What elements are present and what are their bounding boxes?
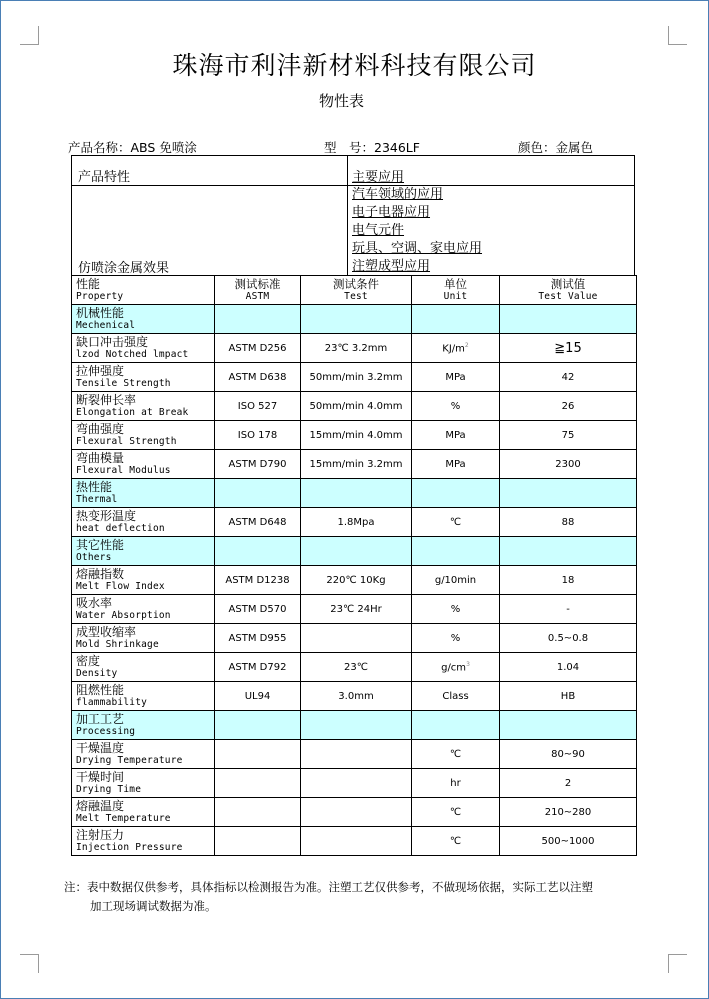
table-row xyxy=(72,508,637,537)
test-value: 75 xyxy=(500,421,637,450)
crop-mark-top-left xyxy=(20,26,39,45)
test-standard: ASTM D1238 xyxy=(215,566,301,595)
unit: MPa xyxy=(412,421,500,450)
property-name: 注射压力 Injection Pressure xyxy=(72,827,215,856)
table-row xyxy=(72,682,637,711)
header-condition: 测试条件 Test xyxy=(301,276,412,305)
property-name: 弯曲强度 Flexural Strength xyxy=(72,421,215,450)
test-value: 88 xyxy=(500,508,637,537)
section-row xyxy=(72,305,637,334)
test-standard: ASTM D638 xyxy=(215,363,301,392)
crop-mark-bottom-right xyxy=(668,954,687,973)
table-row xyxy=(72,334,637,363)
table-row xyxy=(72,769,637,798)
unit: MPa xyxy=(412,450,500,479)
empty-cell xyxy=(412,479,500,508)
test-standard: ASTM D790 xyxy=(215,450,301,479)
empty-cell xyxy=(500,711,637,740)
test-standard: ISO 527 xyxy=(215,392,301,421)
property-name: 熔融指数 Melt Flow Index xyxy=(72,566,215,595)
product-model: 型 号：2346LF xyxy=(324,140,420,155)
test-standard xyxy=(215,740,301,769)
property-name: 拉伸强度 Tensile Strength xyxy=(72,363,215,392)
section-row xyxy=(72,537,637,566)
property-name: 成型收缩率 Mold Shrinkage xyxy=(72,624,215,653)
test-condition xyxy=(301,827,412,856)
test-value: 80~90 xyxy=(500,740,637,769)
test-standard xyxy=(215,827,301,856)
footnote-line-1: 注：表中数据仅供参考，具体指标以检测报告为准。注塑工艺仅供参考，不做现场依据，实际工艺以注塑 xyxy=(64,880,593,894)
section-label: 热性能 Thermal xyxy=(72,479,215,508)
unit: $KJ/m^2$ xyxy=(412,334,500,363)
product-name: 产品名称：ABS 免喷涂 xyxy=(68,140,197,155)
empty-cell xyxy=(215,537,301,566)
empty-cell xyxy=(301,305,412,334)
property-name: 干燥温度 Drying Temperature xyxy=(72,740,215,769)
test-standard: ASTM D792 xyxy=(215,653,301,682)
empty-cell xyxy=(500,479,637,508)
property-name: 吸水率 Water Absorption xyxy=(72,595,215,624)
table-row xyxy=(72,827,637,856)
property-name: 缺口冲击强度 lzod Notched lmpact xyxy=(72,334,215,363)
applications-header: 主要应用 xyxy=(352,170,405,185)
test-condition: 23℃ 3.2mm xyxy=(301,334,412,363)
footnote xyxy=(64,878,654,916)
table-row xyxy=(72,624,637,653)
empty-cell xyxy=(412,537,500,566)
document-title: 物性表 xyxy=(318,92,364,110)
application-item: 电子电器应用 xyxy=(352,205,431,220)
company-name: 珠海市利沣新材料科技有限公司 xyxy=(172,51,537,80)
empty-cell xyxy=(215,305,301,334)
test-condition: 50mm/min 4.0mm xyxy=(301,392,412,421)
test-condition xyxy=(301,798,412,827)
unit: $g/cm^3$ xyxy=(412,653,500,682)
test-standard: ASTM D570 xyxy=(215,595,301,624)
table-row xyxy=(72,595,637,624)
table-row xyxy=(72,392,637,421)
empty-cell xyxy=(500,537,637,566)
test-condition xyxy=(301,740,412,769)
empty-cell xyxy=(301,711,412,740)
test-value: ≧15 xyxy=(500,334,637,363)
property-name: 热变形温度 heat deflection xyxy=(72,508,215,537)
test-condition xyxy=(301,769,412,798)
test-standard xyxy=(215,798,301,827)
empty-cell xyxy=(412,711,500,740)
test-standard: ASTM D256 xyxy=(215,334,301,363)
header-value: 测试值 Test Value xyxy=(500,276,637,305)
empty-cell xyxy=(301,537,412,566)
header-standard: 测试标准 ASTM xyxy=(215,276,301,305)
table-row xyxy=(72,566,637,595)
test-condition: 23℃ xyxy=(301,653,412,682)
property-name: 弯曲模量 Flexural Modulus xyxy=(72,450,215,479)
table-row xyxy=(72,653,637,682)
unit: ℃ xyxy=(412,827,500,856)
property-name: 密度 Density xyxy=(72,653,215,682)
crop-mark-top-right xyxy=(668,26,687,45)
test-value: 500~1000 xyxy=(500,827,637,856)
application-item: 汽车领域的应用 xyxy=(352,187,444,202)
test-standard: ASTM D648 xyxy=(215,508,301,537)
footnote-line-2: 加工现场调试数据为准。 xyxy=(90,899,217,913)
properties-table xyxy=(71,275,637,856)
table-row xyxy=(72,740,637,769)
test-value: 18 xyxy=(500,566,637,595)
test-value: HB xyxy=(500,682,637,711)
features-value: 仿喷涂金属效果 xyxy=(78,261,170,276)
unit: hr xyxy=(412,769,500,798)
test-value: 0.5~0.8 xyxy=(500,624,637,653)
features-box xyxy=(71,155,635,276)
test-condition: 15mm/min 3.2mm xyxy=(301,450,412,479)
unit: ℃ xyxy=(412,508,500,537)
crop-mark-bottom-left xyxy=(20,954,39,973)
product-color: 颜色：金属色 xyxy=(518,140,594,155)
unit: % xyxy=(412,595,500,624)
test-value: 2 xyxy=(500,769,637,798)
application-item: 玩具、空调、家电应用 xyxy=(352,241,483,256)
empty-cell xyxy=(500,305,637,334)
test-condition: 50mm/min 3.2mm xyxy=(301,363,412,392)
table-header-row xyxy=(72,276,637,305)
test-condition: 23℃ 24Hr xyxy=(301,595,412,624)
unit: ℃ xyxy=(412,740,500,769)
unit: ℃ xyxy=(412,798,500,827)
application-item: 注塑成型应用 xyxy=(352,259,431,274)
property-name: 熔融温度 Melt Temperature xyxy=(72,798,215,827)
empty-cell xyxy=(215,711,301,740)
test-standard: ISO 178 xyxy=(215,421,301,450)
table-row xyxy=(72,363,637,392)
table-row xyxy=(72,798,637,827)
test-standard: ASTM D955 xyxy=(215,624,301,653)
empty-cell xyxy=(301,479,412,508)
application-item: 电气元件 xyxy=(352,223,405,238)
section-row xyxy=(72,711,637,740)
header-property: 性能 Property xyxy=(72,276,215,305)
test-value: 1.04 xyxy=(500,653,637,682)
test-condition: 3.0mm xyxy=(301,682,412,711)
property-name: 干燥时间 Drying Time xyxy=(72,769,215,798)
unit: g/10min xyxy=(412,566,500,595)
section-label: 机械性能 Mechenical xyxy=(72,305,215,334)
section-label: 加工工艺 Processing xyxy=(72,711,215,740)
test-condition: 1.8Mpa xyxy=(301,508,412,537)
unit: % xyxy=(412,392,500,421)
applications-list xyxy=(352,186,482,276)
features-header: 产品特性 xyxy=(78,170,131,185)
table-row xyxy=(72,421,637,450)
test-value: - xyxy=(500,595,637,624)
test-value: 42 xyxy=(500,363,637,392)
test-value: 210~280 xyxy=(500,798,637,827)
test-value: 26 xyxy=(500,392,637,421)
unit: Class xyxy=(412,682,500,711)
section-row xyxy=(72,479,637,508)
unit: % xyxy=(412,624,500,653)
table-row xyxy=(72,450,637,479)
test-value: 2300 xyxy=(500,450,637,479)
test-condition: 220℃ 10Kg xyxy=(301,566,412,595)
empty-cell xyxy=(412,305,500,334)
property-name: 断裂伸长率 Elongation at Break xyxy=(72,392,215,421)
unit: MPa xyxy=(412,363,500,392)
section-label: 其它性能 Others xyxy=(72,537,215,566)
header-unit: 单位 Unit xyxy=(412,276,500,305)
test-standard: UL94 xyxy=(215,682,301,711)
test-condition xyxy=(301,624,412,653)
test-condition: 15mm/min 4.0mm xyxy=(301,421,412,450)
empty-cell xyxy=(215,479,301,508)
properties-table-body xyxy=(72,276,637,856)
property-name: 阻燃性能 flammability xyxy=(72,682,215,711)
features-divider xyxy=(347,156,348,275)
test-standard xyxy=(215,769,301,798)
